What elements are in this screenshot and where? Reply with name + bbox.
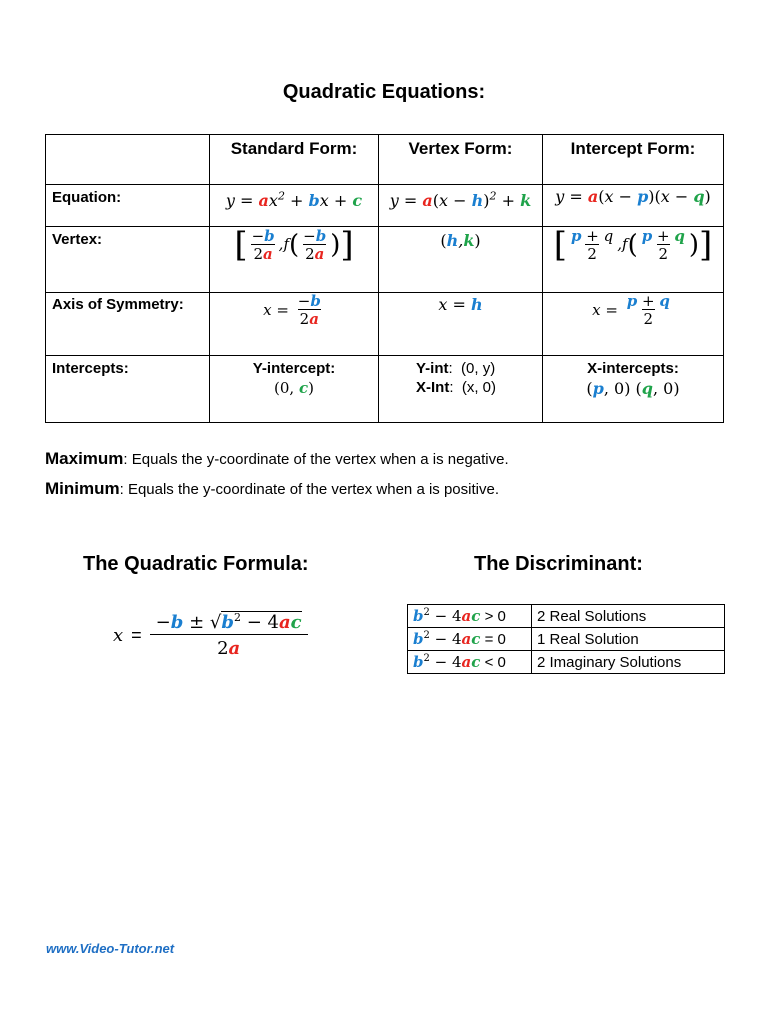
x-int-label: X-Int xyxy=(416,379,450,396)
discriminant-condition: $b^2 - 4ac > 0$ xyxy=(408,605,532,628)
vertex-form-vertex: (h,k) xyxy=(379,227,543,293)
forms-table xyxy=(45,134,724,423)
y-intercept-value: (0, c) xyxy=(274,379,314,397)
minimum-text: : Equals the y-coordinate of the vertex when a is positive. xyxy=(119,481,499,498)
discriminant-result: 2 Imaginary Solutions xyxy=(532,651,725,674)
row-label-intercepts: Intercepts: xyxy=(46,356,210,423)
y-int-label: Y-int xyxy=(416,360,449,377)
row-label-vertex: Vertex: xyxy=(46,227,210,293)
footer-link[interactable]: www.Video-Tutor.net xyxy=(46,941,175,956)
corner-cell xyxy=(46,135,210,185)
maximum-text: : Equals the y-coordinate of the vertex when a is negative. xyxy=(123,451,509,468)
vertex-form-axis: x = h xyxy=(379,293,543,356)
discriminant-condition: $b^2 - 4ac = 0$ xyxy=(408,628,532,651)
discriminant-row xyxy=(408,628,725,651)
standard-form-vertex: [ $\frac{-b}{2a}$ ,f( $\frac{-b}{2a}$ )] xyxy=(210,227,379,293)
discriminant-condition: $b^2 - 4ac < 0$ xyxy=(408,651,532,674)
minimum-term: Minimum xyxy=(45,479,120,498)
quadratic-formula-title: The Quadratic Formula: xyxy=(83,553,309,575)
intercept-form-axis: x = $\frac{p + q}{2}$ xyxy=(543,293,724,356)
standard-form-equation: $y = ax^2$ + bx + c xyxy=(210,185,379,227)
discriminant-row xyxy=(408,605,725,628)
discriminant-sign: > 0 xyxy=(484,608,506,625)
intercept-form-equation: y = a(x − p)(x − q) xyxy=(543,185,724,227)
discriminant-row xyxy=(408,651,725,674)
x-int-value: (x, 0) xyxy=(461,379,497,396)
quadratic-formula: x = $\frac{-b \pm √b^2 - 4ac}{2a}$ xyxy=(113,607,308,663)
standard-form-axis: x = $\frac{-b}{2a}$ xyxy=(210,293,379,356)
header-intercept-form: Intercept Form: xyxy=(543,135,724,185)
intercepts-row xyxy=(46,356,724,423)
x-intercepts-value: (p, 0) (q, 0) xyxy=(586,379,680,398)
intercept-form-intercepts xyxy=(543,356,724,423)
equation-row xyxy=(46,185,724,227)
standard-form-intercepts xyxy=(210,356,379,423)
y-int-value: (0, y) xyxy=(461,360,496,377)
minimum-line xyxy=(45,479,499,499)
table-header-row xyxy=(46,135,724,185)
page-title: Quadratic Equations: xyxy=(282,81,486,103)
discriminant-sign: < 0 xyxy=(484,654,506,671)
y-intercept-label: Y-intercept: xyxy=(252,360,336,377)
row-label-axis: Axis of Symmetry: xyxy=(46,293,210,356)
header-vertex-form: Vertex Form: xyxy=(379,135,543,185)
discriminant-title: The Discriminant: xyxy=(474,553,643,575)
vertex-row xyxy=(46,227,724,293)
vertex-form-equation: $y = a(x - h)^2 + k$ xyxy=(379,185,543,227)
maximum-line xyxy=(45,449,509,469)
discriminant-result: 2 Real Solutions xyxy=(532,605,725,628)
discriminant-table xyxy=(407,604,725,674)
maximum-term: Maximum xyxy=(45,449,124,468)
discriminant-result: 1 Real Solution xyxy=(532,628,725,651)
x-intercepts-label: X-intercepts: xyxy=(587,360,679,377)
discriminant-sign: = 0 xyxy=(484,631,506,648)
vertex-form-intercepts: Y-int: (0, y) X-Int: (x, 0) xyxy=(379,356,543,423)
intercept-form-vertex: [ $\frac{p + q}{2}$ ,f( $\frac{p + q}{2}$ )] xyxy=(543,227,724,293)
header-standard-form: Standard Form: xyxy=(210,135,379,185)
row-label-equation: Equation: xyxy=(46,185,210,227)
axis-row xyxy=(46,293,724,356)
